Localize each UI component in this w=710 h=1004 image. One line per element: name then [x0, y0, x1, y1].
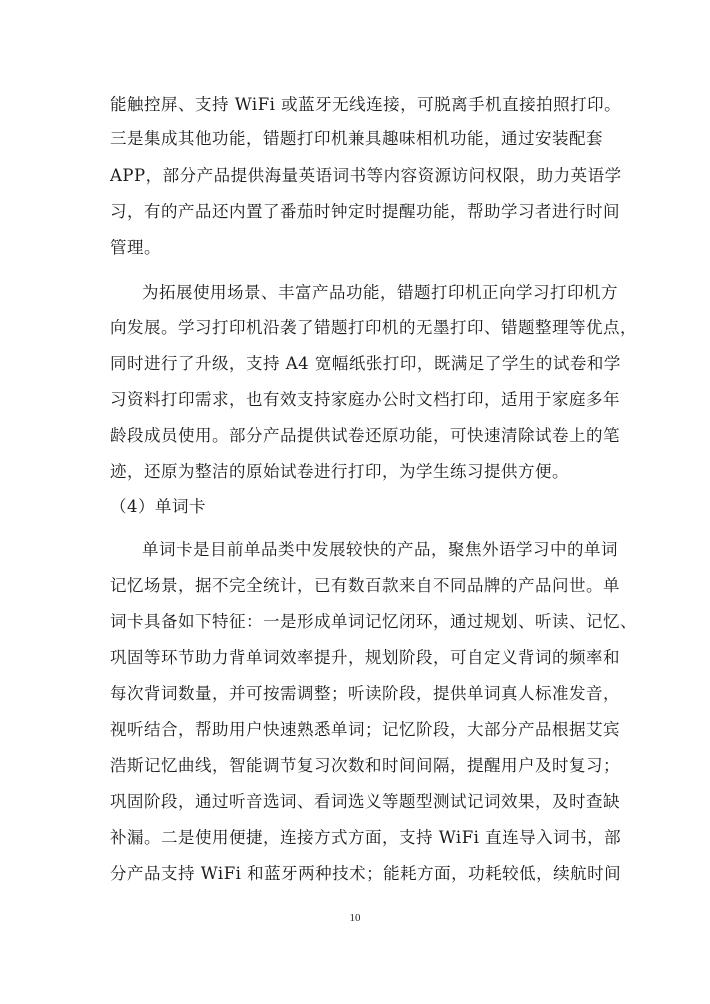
paragraph-line: 每次背词数量，并可按需调整；听读阶段，提供单词真人标准发音，: [110, 684, 620, 703]
paragraph-line: 习，有的产品还内置了番茄时钟定时提醒功能，帮助学习者进行时间: [110, 202, 620, 221]
section-heading: （4）单词卡: [110, 497, 206, 516]
paragraph-line: APP，部分产品提供海量英语词书等内容资源访问权限，助力英语学: [110, 166, 622, 185]
paragraph-line: 习资料打印需求，也有效支持家庭办公时文档打印，适用于家庭多年: [110, 390, 620, 409]
page-number: 10: [349, 912, 361, 924]
paragraph-line: 能触控屏、支持 WiFi 或蓝牙无线连接，可脱离手机直接拍照打印。: [110, 95, 622, 114]
paragraph-line: 为拓展使用场景、丰富产品功能，错题打印机正向学习打印机方: [142, 283, 618, 302]
paragraph-line: 三是集成其他功能，错题打印机兼具趣味相机功能，通过安装配套: [110, 129, 603, 148]
paragraph-line: 视听结合，帮助用户快速熟悉单词；记忆阶段，大部分产品根据艾宾: [110, 720, 620, 739]
paragraph-line: 记忆场景，据不完全统计，已有数百款来自不同品牌的产品问世。单: [110, 576, 620, 595]
paragraph-line: 向发展。学习打印机沿袭了错题打印机的无墨打印、错题整理等优点，: [110, 318, 637, 337]
paragraph-line: 浩斯记忆曲线，智能调节复习次数和时间间隔，提醒用户及时复习；: [110, 756, 620, 775]
paragraph-line: 龄段成员使用。部分产品提供试卷还原功能，可快速清除试卷上的笔: [110, 426, 620, 445]
paragraph-line: 巩固阶段，通过听音选词、看词选义等题型测试记词效果，及时查缺: [110, 792, 620, 811]
paragraph-line: 词卡具备如下特征：一是形成单词记忆闭环，通过规划、听读、记忆、: [110, 612, 637, 631]
paragraph-line: 分产品支持 WiFi 和蓝牙两种技术；能耗方面，功耗较低，续航时间: [110, 864, 622, 883]
paragraph-line: 单词卡是目前单品类中发展较快的产品，聚焦外语学习中的单词: [142, 540, 618, 559]
paragraph-line: 同时进行了升级，支持 A4 宽幅纸张打印，既满足了学生的试卷和学: [110, 354, 621, 373]
paragraph-line: 巩固等环节助力背单词效率提升，规划阶段，可自定义背词的频率和: [110, 648, 620, 667]
paragraph-line: 管理。: [110, 238, 161, 257]
paragraph-line: 补漏。二是使用便捷，连接方式方面，支持 WiFi 直连导入词书，部: [110, 828, 622, 847]
paragraph-line: 迹，还原为整洁的原始试卷进行打印，为学生练习提供方便。: [110, 462, 569, 481]
